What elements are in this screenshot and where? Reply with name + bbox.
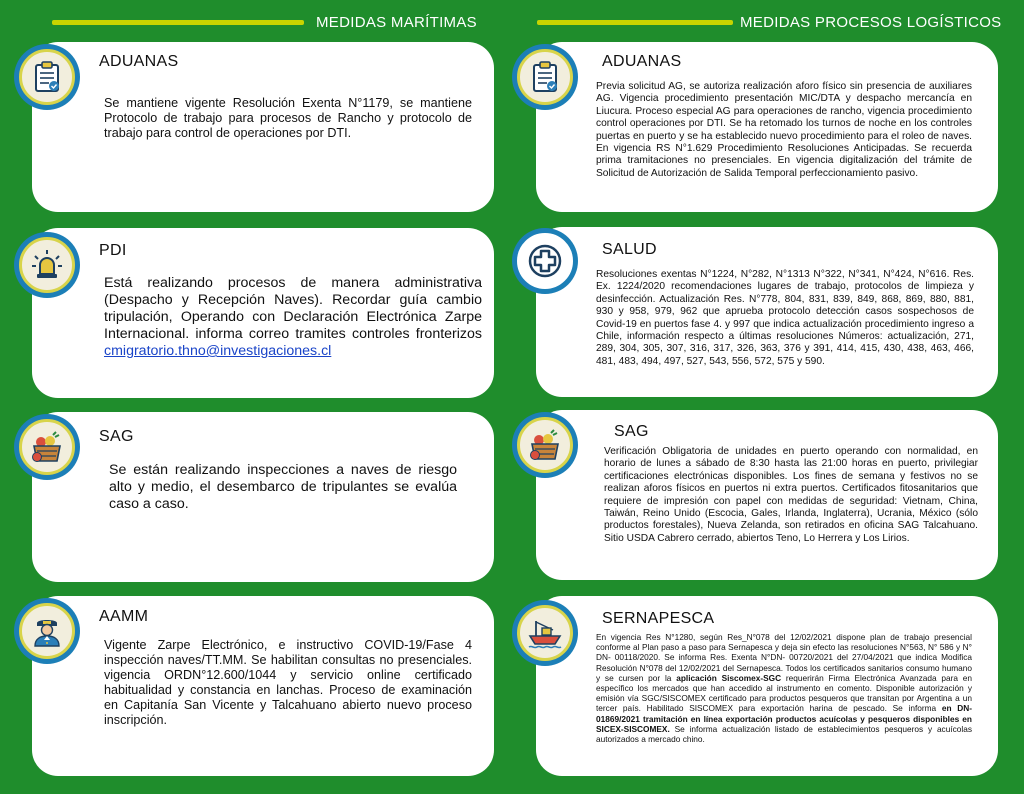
medical-cross-icon	[527, 243, 563, 279]
card-title: SAG	[614, 423, 649, 440]
pdi-email-link[interactable]: cmigratorio.thno@investigaciones.cl	[104, 343, 332, 359]
produce-basket-icon	[29, 429, 65, 465]
card-text: Vigente Zarpe Electrónico, e instructivo COVID-19/Fase 4 inspección naves/TT.MM. Se habilitan consultas no presenciales. vigencia ORDN°12.600/1044 y servicio online certificado habitualidad y constancia en lanchas. Proceso de examinación en Capitanía San Vicente y Talcahuano abierto nuevo proceso inscripción.	[104, 638, 472, 727]
card-sag-logisticos	[536, 410, 998, 580]
card-title: SAG	[99, 428, 134, 445]
card-aduanas-maritimas	[32, 42, 494, 212]
fishing-vessel-icon	[527, 615, 563, 651]
card-aamm	[32, 596, 494, 776]
card-title: SALUD	[602, 241, 657, 258]
card-aduanas-logisticos	[536, 42, 998, 212]
card-text: Resoluciones exentas N°1224, N°282, N°1313 N°322, N°341, N°424, N°616. Res. Ex. 1224/2020 recomendaciones lugares de trabajo, protocolos de limpieza y desinfección. Actualización Res. N°778, 804, 831, 839, 849, 868, 869, 880, 881, 930 y 958, 979, 962 que aprueba protocolo detección casos sospechosos de Covid-19 en puertos fase 4. y 997 que indica actualización procedimiento ingreso a Chile, información respecto a últimas resoluciones Números: actualización, 271, 289, 304, 305, 307, 316, 317, 326, 363, 376 y 391, 414, 415, 430, 438, 463, 466, 481, 483, 494, 497, 527, 543, 556, 572, 575 y 590.	[596, 269, 974, 367]
badge-aduanas-left	[14, 44, 80, 110]
right-column-header	[500, 8, 1024, 38]
card-text-bold: aplicación Siscomex-SGC	[676, 672, 782, 683]
card-title: SERNAPESCA	[602, 610, 715, 627]
card-text: Previa solicitud AG, se autoriza realización aforo físico sin presencia de auxiliares AG. Vigencia procedimiento presentación MIC/DTA y despacho mercancía en Liucura. Proceso especial AG para operaciones de rancho, vigencia procedimiento control operaciones por DTI. Se ha retomado los turnos de noche en los controles puertas en puerto y se ha establecido nuevo procedimiento para el roleo de naves. En vigencia RS N°1.629 Procedimiento Resoluciones Anticipadas. Se recuerda prima tramitaciones no presenciales. En vigencia digitalización del trámite de Solicitud de Autorización de Salida Temporal perfeccionamiento pasivo.	[596, 81, 972, 179]
siren-light-icon	[29, 247, 65, 283]
badge-salud	[512, 228, 578, 294]
card-sag-maritimas	[32, 412, 494, 582]
card-text-body: Está realizando procesos de manera administrativa (Despacho y Recepción Naves). Recordar guía cambio tripulación, Operando con Declaración Electrónica Zarpe Internacional. informa correo tramites controles fronterizos	[104, 275, 482, 342]
card-text	[104, 275, 482, 360]
card-text: Se están realizando inspecciones a naves de riesgo alto y medio, el desembarco de tripulantes se evalúa caso a caso.	[109, 462, 457, 512]
header-accent-bar	[537, 20, 733, 25]
card-text-part: Se informa actualización listado de establecimientos pesqueros y acuícolas autorizados a mercado chino.	[596, 723, 972, 745]
naval-officer-icon	[29, 613, 65, 649]
left-column-header	[0, 8, 500, 38]
card-text-part: requerirán Firma Electrónica Avanzada para en específico los mercados que han accedido al instrumento en comento. Disponible autorización y emisión vía SGC/SISCOMEX certificado para productos pesqueros que transitan por Argentina a un tercer país. Habilitado SISCOMEX para exportación harina de pescado. Se informa	[596, 672, 973, 714]
right-header-title: MEDIDAS PROCESOS LOGÍSTICOS	[740, 14, 1002, 31]
badge-aduanas-right	[512, 44, 578, 110]
badge-pdi	[14, 232, 80, 298]
checklist-clipboard-icon	[29, 59, 65, 95]
card-text-part: En vigencia Res N°1280, según Res_N°078 del 12/02/2021 dispone plan de trabajo presencial conforme al Plan paso a paso para Sernapesca y deja sin efecto las resoluciones N°563, N° 586 y N° DN- 00118/2020. Se informa Res. Exenta N°DN- 00720/2021 del 27/04/2021 que indica Modifica Resolución N°078 del 12/02/2021 del Sernapesca. Todos los certificados sanitarios consumo humano y se cursen por la	[596, 632, 972, 683]
badge-aamm	[14, 598, 80, 664]
card-text-bold: en DN-01869/2021 tramitación en línea exportación productos acuícolas y pesqueros disponibles en SICEX-SISCOMEX.	[596, 703, 972, 734]
card-title: ADUANAS	[602, 53, 682, 70]
card-text	[596, 632, 972, 744]
card-title: ADUANAS	[99, 53, 179, 70]
card-pdi	[32, 228, 494, 398]
card-title: PDI	[99, 242, 127, 259]
badge-sernapesca	[512, 600, 578, 666]
card-sernapesca	[536, 596, 998, 776]
card-text: Verificación Obligatoria de unidades en puerto operando con normalidad, en horario de lunes a sábado de 8:30 hasta las 21:00 horas en puerto, privilegiar certificaciones electrónicas disponibles. Los fines de semana y festivos no se realizan aforos físicos en puertos ni extra puertos. Certificados fitosanitarios que requiere de impresión con papel con medidas de seguridad: Vietnam, China, Taiwán, Reino Unido (Escocia, Gales, Irlanda, Inglaterra), Ucrania, México (sólo productos forestales), Nueva Zelanda, son retirados en oficina SAG Talcahuano. Sitio USDA Cabrero cerrado, abiertos Teno, Lo Herrera y Los Lirios.	[604, 446, 978, 544]
badge-sag-left	[14, 414, 80, 480]
card-title: AAMM	[99, 608, 149, 625]
card-salud	[536, 227, 998, 397]
checklist-clipboard-icon	[527, 59, 563, 95]
header-accent-bar	[52, 20, 304, 25]
badge-sag-right	[512, 412, 578, 478]
left-header-title: MEDIDAS MARÍTIMAS	[316, 14, 477, 31]
card-text: Se mantiene vigente Resolución Exenta N°1179, se mantiene Protocolo de trabajo para procesos de Rancho y protocolo de trabajo para control de operaciones por DTI.	[104, 96, 472, 140]
produce-basket-icon	[527, 427, 563, 463]
